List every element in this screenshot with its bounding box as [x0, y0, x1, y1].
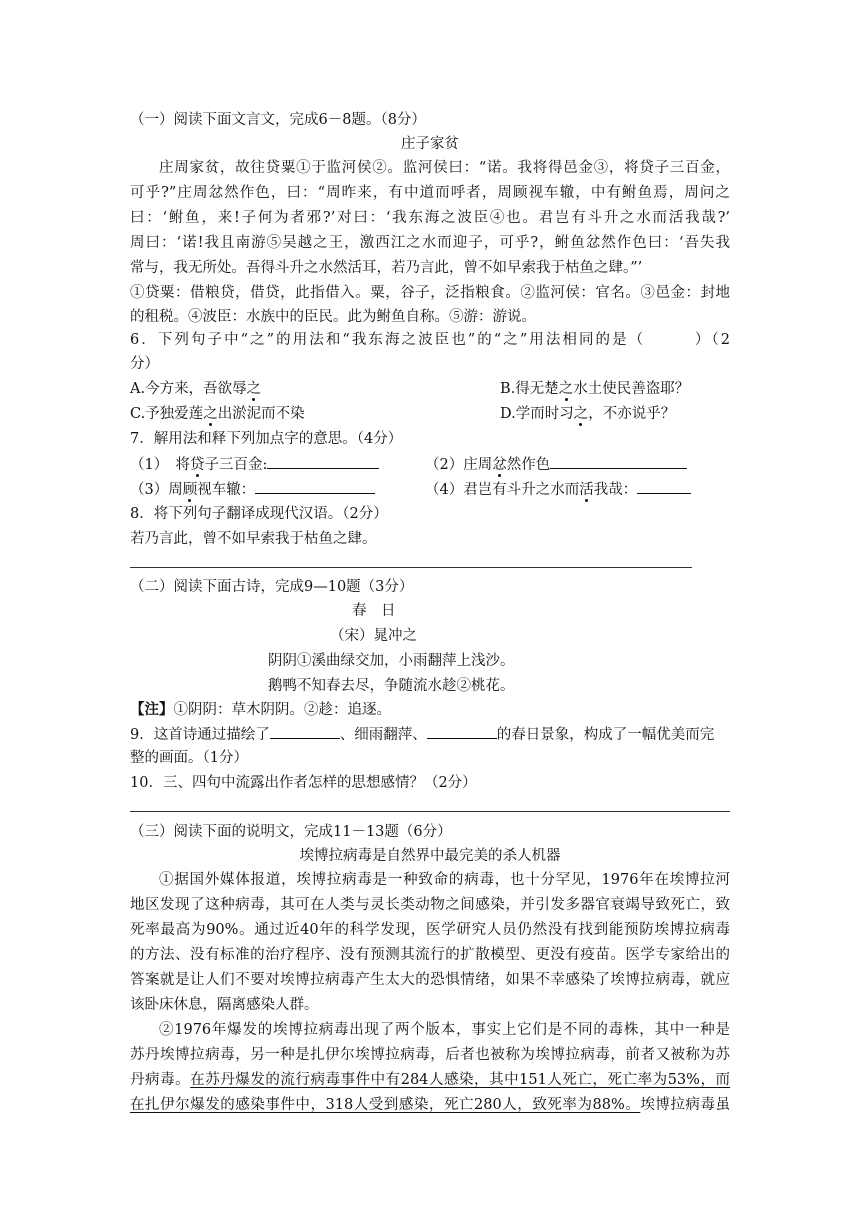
section3-title: 埃博拉病毒是自然界中最完美的杀人机器: [299, 848, 561, 864]
underlined-text: 在扎伊尔爆发的感染事件中，318人受到感染，死亡280人，致死率为88%。: [130, 1097, 641, 1113]
q8-sentence: 若乃言此，曾不如早索我于枯鱼之肆。: [130, 531, 377, 547]
q7-item-4: （4）君岂有斗升之水而活我哉：: [425, 479, 691, 500]
passage-line: ②1976年爆发的埃博拉病毒出现了两个版本，事实上它们是不同的毒株，其中一种是: [159, 1022, 730, 1038]
passage-line: 周曰：‘诺!我且南游⑤吴越之王，激西江之水而迎子，可乎?，鲋鱼忿然作色曰：‘吾失我: [130, 235, 730, 251]
passage-line: 地区发现了这种病毒，其可在人类与灵长类动物之间感染，并引发多器官衰竭导致死亡，致: [130, 897, 730, 913]
passage-line: 死率最高为90%。通过近40年的科学发现，医学研究人员仍然没有找到能预防埃博拉病毒: [130, 922, 730, 938]
question-9-cont: 整的画面。（1分）: [130, 750, 248, 766]
passage-line: 庄周家贫，故往贷粟①于监河侯②。监河侯曰：“诺。我将得邑金③，将贷子三百金，: [159, 160, 730, 176]
dotted-char: 之: [558, 381, 574, 397]
question-6-cont: 分）: [130, 356, 159, 372]
option-b[interactable]: B.得无楚之水土使民善盗耶？: [500, 381, 690, 397]
poem-author: （宋）晁冲之: [330, 628, 417, 644]
question-10: 10．三、四句中流露出作者怎样的思想感情？（2分）: [130, 775, 477, 791]
dotted-char: 之: [203, 406, 218, 422]
passage-line: 常与，我无所处。吾得斗升之水然活耳，若乃言此，曾不如早索我于枯鱼之肆。”’: [130, 260, 643, 276]
answer-blank[interactable]: [270, 724, 340, 739]
question-8: 8．将下列句子翻译成现代汉语。（2分）: [130, 506, 388, 522]
answer-line[interactable]: [130, 811, 730, 812]
section1-title: 庄子家贫: [401, 136, 459, 152]
passage-line: 在扎伊尔爆发的感染事件中，318人受到感染，死亡280人，致死率为88%。埃博拉病毒虽: [130, 1097, 731, 1113]
answer-line[interactable]: [130, 567, 692, 568]
option-d[interactable]: D.学而时习之，不亦说乎？: [500, 406, 676, 422]
answer-blank[interactable]: [637, 479, 691, 494]
dotted-char: 之: [246, 381, 262, 397]
poem-line: 鹅鸭不知春去尽，争随流水趁②桃花。: [268, 678, 515, 694]
question-6: 6．下列句子中“之”的用法和“我东海之波臣也”的“之”用法相同的是（ ）（2: [130, 332, 730, 348]
note-line: 的租税。④波臣：水族中的臣民。此为鲋鱼自称。⑤游：游说。: [130, 309, 536, 325]
passage-line: 可乎?”庄周忿然作色，曰：“周昨来，有中道而呼者，周顾视车辙，中有鲋鱼焉，周问之: [130, 185, 730, 201]
dotted-char: 之: [573, 406, 589, 422]
poem-note: 【注】①阴阴：草木阴阴。②趁：追逐。: [130, 701, 391, 718]
passage-line: ①据国外媒体报道，埃博拉病毒是一种致命的病毒，也十分罕见，1976年在埃博拉河: [159, 872, 730, 888]
answer-blank[interactable]: [427, 724, 497, 739]
option-c[interactable]: C.予独爱莲之出淤泥而不染: [130, 406, 305, 422]
poem-line: 阴阴①溪曲绿交加，小雨翻萍上浅沙。: [268, 653, 515, 669]
answer-blank[interactable]: [255, 479, 375, 494]
section2-heading: （二）阅读下面古诗，完成9—10题（3分）: [130, 579, 414, 595]
passage-line: 丹病毒。在苏丹爆发的流行病毒事件中有284人感染，其中151人死亡，死亡率为53%，而: [130, 1072, 731, 1088]
note-line: ①贷粟：借粮贷，借贷，此指借入。粟，谷子，泛指粮食。②监河侯：官名。③邑金：封地: [130, 285, 730, 301]
answer-blank[interactable]: [267, 454, 379, 469]
q7-item-2: （2）庄周忿然作色: [425, 454, 687, 475]
passage-line: 的方法、没有标准的治疗程序、没有预测其流行的扩散模型、更没有疫苗。医学专家给出的: [130, 947, 730, 963]
option-a[interactable]: A.今方来，吾欲辱之: [130, 381, 262, 397]
passage-line: 苏丹埃博拉病毒，另一种是扎伊尔埃博拉病毒，后者也被称为埃博拉病毒，前者又被称为苏: [130, 1047, 730, 1063]
answer-blank[interactable]: [550, 454, 687, 469]
section1-heading: （一）阅读下面文言文，完成6－8题。（8分）: [130, 112, 426, 128]
question-9: 9．这首诗通过描绘了 、细雨翻萍、 的春日景象，构成了一幅优美而完: [130, 724, 714, 745]
passage-line: 答案就是让人们不要对埃博拉病毒产生太大的恐惧情绪，如果不幸感染了埃博拉病毒，就应: [130, 972, 730, 988]
underlined-text: 在苏丹爆发的流行病毒事件中有284人感染，其中151人死亡，死亡率为53%，而: [190, 1072, 731, 1088]
question-7: 7．解用法和释下列加点字的意思。（4分）: [130, 431, 403, 447]
section3-heading: （三）阅读下面的说明文，完成11－13题（6分）: [130, 824, 452, 840]
passage-line: 该卧床休息，隔离感染人群。: [130, 997, 319, 1013]
passage-line: 曰：‘鲋鱼，来!子何为者邪?’对曰：‘我东海之波臣④也。君岂有斗升之水而活我哉?’: [130, 210, 730, 226]
q7-item-1: （1） 将贷子三百金:: [130, 454, 379, 475]
poem-title: 春 日: [352, 603, 396, 619]
q7-item-3: （3）周顾视车辙：: [130, 479, 375, 500]
